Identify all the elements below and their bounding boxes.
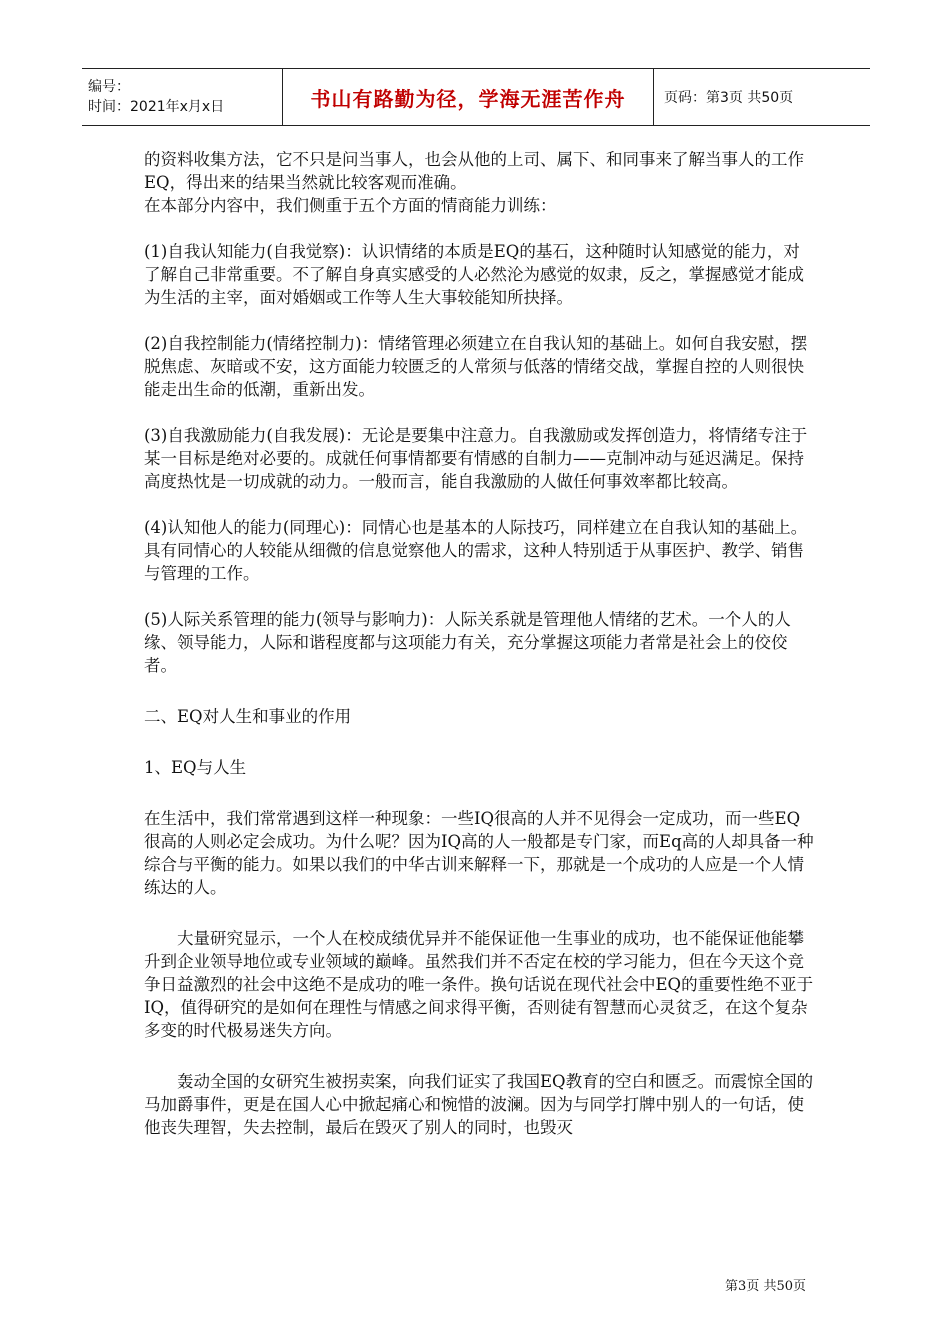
page-footer (725, 1275, 806, 1294)
paragraph-2: 在本部分内容中，我们侧重于五个方面的情商能力训练： (144, 196, 557, 215)
paragraph-eq-life: 在生活中，我们常常遇到这样一种现象：一些IQ很高的人并不见得会一定成功，而一些EQ很高的人则必定会成功。为什么呢？因为IQ高的人一般都是专门家，而Eq高的人却具备一种综合与平衡的能力。如果以我们的中华古训来解释一下，那就是一个成功的人应是一个人情练达的人。 (144, 809, 814, 897)
paragraph-self-motivation: (3)自我激励能力(自我发展)：无论是要集中注意力。自我激励或发挥创造力，将情绪专注于某一目标是绝对必要的。成就任何事情都要有情感的自制力——克制冲动与延迟满足。保持高度热忱是一切成就的动力。一般而言，能自我激励的人做任何事效率都比较高。 (144, 426, 808, 491)
paragraph-self-awareness: (1)自我认知能力(自我觉察)：认识情绪的本质是EQ的基石，这种随时认知感觉的能力，对了解自己非常重要。不了解自身真实感受的人必然沦为感觉的奴隶，反之，掌握感觉才能成为生活的主宰，面对婚姻或工作等人生大事较能知所抉择。 (144, 242, 804, 307)
header-meta (82, 69, 282, 125)
page-header (82, 68, 870, 126)
document-time-label: 时间：2021年x月x日 (88, 99, 225, 115)
paragraph-cases: 轰动全国的女研究生被拐卖案，向我们证实了我国EQ教育的空白和匮乏。而震惊全国的马加爵事件，更是在国人心中掀起痛心和惋惜的波澜。因为与同学打牌中别人的一句话，使他丧失理智，失去控制，最后在毁灭了别人的同时，也毁灭 (144, 1072, 814, 1137)
paragraph-research: 大量研究显示，一个人在校成绩优异并不能保证他一生事业的成功，也不能保证他能攀升到企业领导地位或专业领域的巅峰。虽然我们并不否定在校的学习能力，但在今天这个竞争日益激烈的社会中这绝不是成功的唯一条件。换句话说在现代社会中EQ的重要性绝不亚于IQ，值得研究的是如何在理性与情感之间求得平衡，否则徒有智慧而心灵贫乏，在这个复杂多变的时代极易迷失方向。 (144, 929, 814, 1040)
section-heading: 二、EQ对人生和事业的作用 (144, 707, 352, 726)
motto-text: 书山有路勤为径，学海无涯苦作舟 (310, 86, 626, 111)
footer-page-number: 第3页 共50页 (725, 1279, 806, 1294)
paragraph-1: 的资料收集方法，它不只是问当事人，也会从他的上司、属下、和同事来了解当事人的工作EQ，得出来的结果当然就比较客观而准确。 (144, 150, 804, 192)
header-motto (282, 69, 654, 125)
header-page-label: 页码：第3页 共50页 (664, 90, 794, 106)
document-body (144, 148, 816, 1139)
paragraph-relationship-management: (5)人际关系管理的能力(领导与影响力)：人际关系就是管理他人情绪的艺术。一个人的人缘、领导能力，人际和谐程度都与这项能力有关，充分掌握这项能力者常是社会上的佼佼者。 (144, 610, 791, 675)
paragraph-self-control: (2)自我控制能力(情绪控制力)：情绪管理必须建立在自我认知的基础上。如何自我安慰，摆脱焦虑、灰暗或不安，这方面能力较匮乏的人常须与低落的情绪交战，掌握自控的人则很快能走出生命的低潮，重新出发。 (144, 334, 808, 399)
header-page-info (654, 69, 870, 125)
document-number-label: 编号： (88, 79, 130, 95)
subsection-heading: 1、EQ与人生 (144, 758, 247, 777)
paragraph-empathy: (4)认知他人的能力(同理心)：同情心也是基本的人际技巧，同样建立在自我认知的基础上。具有同情心的人较能从细微的信息觉察他人的需求，这种人特别适于从事医护、教学、销售与管理的工作。 (144, 518, 808, 583)
